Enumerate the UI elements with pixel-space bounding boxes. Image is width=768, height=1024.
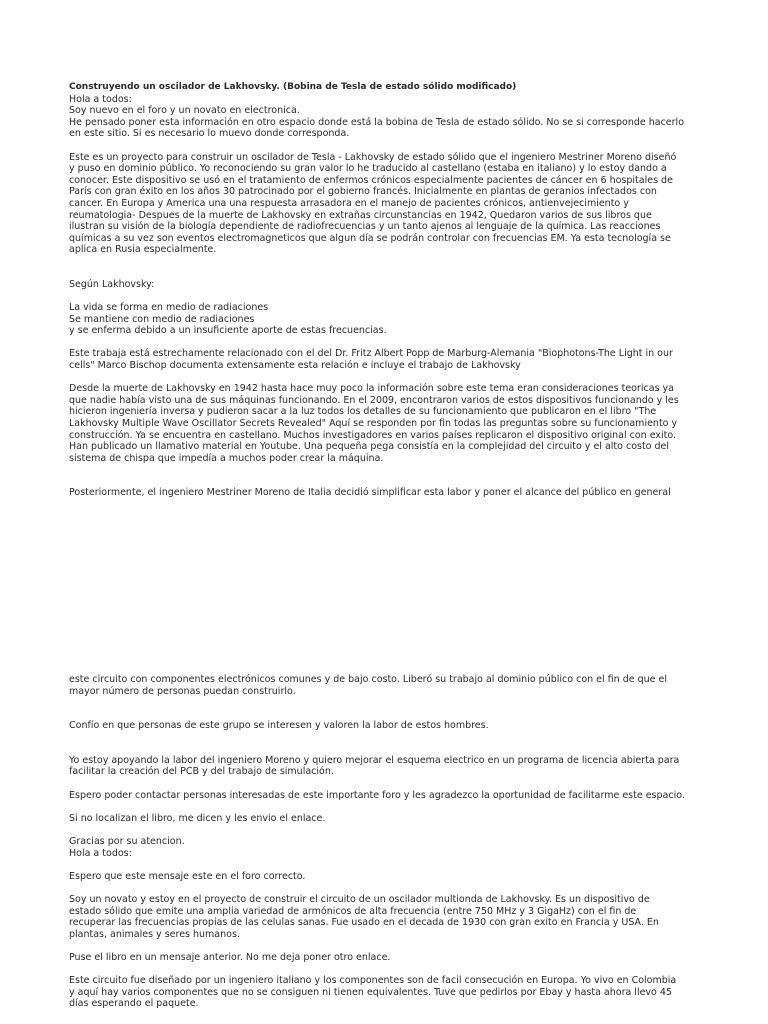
paragraph-line: mayor número de personas puedan construirlo. [69,685,296,697]
paragraph-line: hicieron ingeniería inversa y pudieron sacar a la luz todos los detalles de su funcionamiento que publicaron en el libro "The [69,406,657,418]
paragraph-line: plantas, animales y seres humanos. [69,928,240,940]
intro-line: Hola a todos: [69,93,132,105]
paragraph-line: químicas a su vez son eventos electromagneticos que algun día se podrán controlar con frecuencias EM. Ya esta tecnología se [69,232,671,244]
paragraph-line: construcción. Ya se encuentra en castellano. Muchos investigadores en varios países replicaron el dispositivo original con exito. [69,429,677,441]
paragraph-line: Este trabaja está estrechamente relacionado con el del Dr. Fritz Albert Popp de Marburg-Alemania "Biophotons-The Light in our [69,348,673,360]
document-page [69,82,699,1010]
paragraph-line: Este es un proyecto para construir un oscilador de Tesla - Lakhovsky de estado sólido que el ingeniero Mestriner Moreno diseñó [69,151,677,163]
paragraph-3 [69,383,699,464]
document-title: Construyendo un oscilador de Lakhovsky. (Bobina de Tesla de estado sólido modificado) [69,82,517,92]
figure-space [69,499,699,674]
paragraph-line: Soy un novato y estoy en el proyecto de construir el circuito de un oscilador multionda de Lakhovsky. Es un dispositivo de [69,893,650,905]
paragraph-2 [69,348,699,371]
intro-block [69,94,699,140]
intro-line: en este sitio. Si es necesario lo muevo donde corresponda. [69,128,350,140]
closing-line: Hola a todos: [69,847,132,859]
paragraph-line: sistema de chispa que impedía a muchos poder crear la máquina. [69,452,384,464]
paragraph-line: Este circuito fue diseñado por un ingeniero italiano y los componentes son de facil consecución en Europa. Yo vivo en Colombia [69,975,677,987]
paragraph-line: Lakhovsky Multiple Wave Oscillator Secrets Revealed" Aquí se responden por fin todas las preguntas sobre su funcionamiento y [69,418,678,430]
closing-block [69,836,699,859]
segun-line: y se enferma debido a un insuficiente aporte de estas frecuencias. [69,325,387,337]
paragraph-line: facilitar la creación del PCB y del trabajo de simulación. [69,766,334,778]
segun-line: Se mantiene con medio de radiaciones [69,313,255,325]
paragraph-line: y puso en dominio público. Yo reconociendo su gran valor lo he traducido al castellano (estaba en italiano) y lo estoy dando a [69,163,667,175]
paragraph-line: Yo estoy apoyando la labor del ingeniero Moreno y quiero mejorar el esquema electrico en un programa de licencia abierta para [69,754,680,766]
paragraph-4: Posteriormente, el ingeniero Mestriner Moreno de Italia decidió simplificar esta labor y poner el alcance del público en general [69,487,671,499]
paragraph-line: cells" Marco Bischop documenta extensamente esta relación e incluye el trabajo de Lakhovsky [69,360,521,372]
paragraph-10: Espero que este mensaje este en el foro correcto. [69,870,306,882]
paragraph-11 [69,894,699,940]
paragraph-line: reumatologia- Despues de la muerte de Lakhovsky en extrañas circunstancias en 1942, Quedaron varios de sus libros que [69,209,652,221]
paragraph-7 [69,755,699,778]
segun-line: La vida se forma en medio de radiaciones [69,302,269,314]
paragraph-1 [69,152,699,256]
paragraph-line: recuperar las frecuencias propias de las celulas sanas. Fue usado en el decada de 1930 con gran exito en Francia y USA. En [69,917,659,929]
closing-line: Gracias por su atencion. [69,835,185,847]
paragraph-line: cancer. En Europa y America una una respuesta arrasadora en el manejo de pacientes crónicos, antienvejecimiento y [69,197,629,209]
paragraph-line: aplica en Rusia especialmente. [69,244,217,256]
paragraph-9: Si no localizan el libro, me dicen y les envio el enlace. [69,812,326,824]
paragraph-line: París con gran éxito en los años 30 patrocinado por el gobierno francés. Inicialmente en plantas de geranios infectados con [69,186,657,198]
paragraph-line: ilustran su visión de la biología dependiente de radiofrecuencias y un tanto ajenos al lenguaje de la química. Las reacciones [69,221,661,233]
paragraph-line: este circuito con componentes electrónicos comunes y de bajo costo. Liberó su trabajo al dominio público con el fin de que el [69,674,667,685]
paragraph-5 [69,674,699,697]
paragraph-line: estado sólido que emite una amplia variedad de armónicos de alta frecuencia (entre 750 MHz y 3 GigaHz) con el fin de [69,905,637,917]
segun-list [69,302,699,337]
paragraph-6: Confío en que personas de este grupo se interesen y valoren la labor de estos hombres. [69,720,489,732]
paragraph-line: días esperando el paquete. [69,998,199,1010]
intro-line: Soy nuevo en el foro y un novato en electronica. [69,105,300,117]
paragraph-line: y aquí hay varios componentes que no se consiguen ni tienen equivalentes. Tuve que pedirlos por Ebay y hasta ahora llevo 45 [69,986,672,998]
paragraph-line: Han publicado un llamativo material en Youtube. Una pequeña pega consistía en la complejidad del circuito y el alto costo del [69,441,670,453]
paragraph-line: conocer. Este dispositivo se usó en el tratamiento de enfermos crónicos especialmente pacientes de cáncer en 6 hospitales de [69,174,673,186]
paragraph-line: Desde la muerte de Lakhovsky en 1942 hasta hace muy poco la información sobre este tema eran consideraciones teoricas ya [69,383,674,395]
paragraph-12: Puse el libro en un mensaje anterior. No me deja poner otro enlace. [69,951,391,963]
segun-heading: Según Lakhovsky: [69,278,155,290]
paragraph-line: que nadie había visto una de sus máquinas funcionando. En el 2009, encontraron varios de estos dispositivos funcionando y les [69,394,679,406]
intro-line: He pensado poner esta información en otro espacio donde está la bobina de Tesla de estado sólido. No se si corresponde hacerlo [69,116,685,128]
paragraph-8: Espero poder contactar personas interesadas de este importante foro y les agradezco la oportunidad de facilitarme este espacio. [69,789,685,801]
paragraph-13 [69,975,699,1010]
